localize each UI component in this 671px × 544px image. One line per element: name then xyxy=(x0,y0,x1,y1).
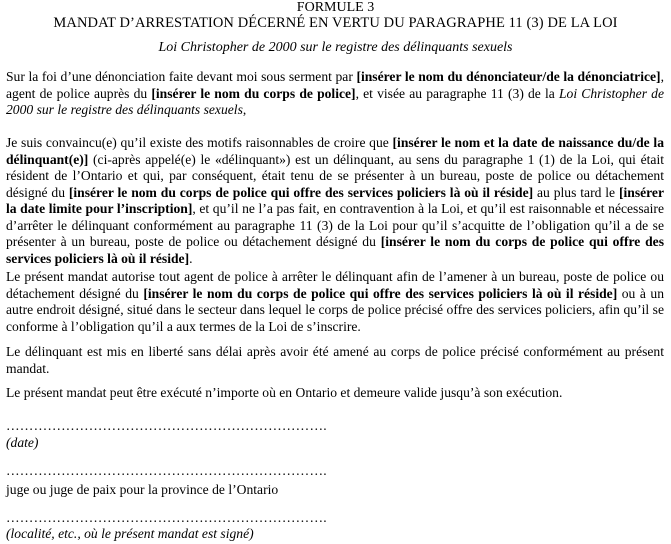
place-label: (localité, etc., où le présent mandat est signé) xyxy=(6,526,254,541)
judge-signature-line: ……………………………………………………………. xyxy=(6,463,327,478)
text: , et qu’il ne l’a pas fait, en contravention à la Loi, et qu’il est raisonnable et nécessaire d’arrêter le délinquant conformément au paragraphe 11 (3) de la Loi pour qu’il s’acquitte de l’obligation qu’il a de se présenter à un bureau, poste de police ou détachement désigné du xyxy=(6,201,664,249)
placeholder-informant-name: [insérer le nom du dénonciateur/de la dénonciatrice] xyxy=(356,69,661,84)
paragraph-information xyxy=(6,69,664,119)
text: , et visée au paragraphe 11 (3) de la xyxy=(355,85,559,101)
act-title: Loi Christopher de 2000 sur le registre des délinquants sexuels xyxy=(6,85,664,117)
placeholder-police-force-residence: [insérer le nom du corps de police qui offre des services policiers là où il réside] xyxy=(68,184,534,200)
judge-label: juge ou juge de paix pour la province de l’Ontario xyxy=(6,482,279,497)
placeholder-police-force-name: [insérer le nom du corps de police] xyxy=(151,85,356,101)
paragraph-execution: Le présent mandat peut être exécuté n’importe où en Ontario et demeure valide jusqu’à son exécution. xyxy=(6,385,563,400)
text: . xyxy=(189,250,193,266)
placeholder-police-force-residence: [insérer le nom du corps de police qui offre des services policiers là où il réside] xyxy=(6,234,664,266)
text: ou à un autre endroit désigné, situé dans le secteur dans lequel le corps de police précisé offre des services policiers, afin qu’il se conforme à l’obligation qu’il a aux termes de la Loi de s’inscrire. xyxy=(6,285,665,334)
placeholder-offender-name-dob: [insérer le nom et la date de naissance du/de la délinquant(e)] xyxy=(6,135,664,167)
text: Sur la foi d’une dénonciation faite devant moi sous serment par xyxy=(6,69,357,84)
paragraph-authorization xyxy=(6,269,664,335)
text: (ci-après appelé(e) le «délinquant») est un délinquant, au sens du paragraphe 1 (1) de la Loi, qui était résident de l’Ontario et qui, par conséquent, était tenu de se présenter à un bureau, poste de police ou détachement désigné du xyxy=(6,151,664,200)
form-number: FORMULE 3 xyxy=(296,0,375,15)
text: au plus tard le xyxy=(533,184,619,200)
text: , agent de police auprès du xyxy=(6,69,664,101)
document-subtitle: Loi Christopher de 2000 sur le registre des délinquants sexuels xyxy=(158,40,513,55)
text: , xyxy=(242,102,247,117)
paragraph-grounds xyxy=(6,135,664,267)
date-signature-line: ……………………………………………………………. xyxy=(6,418,327,433)
placeholder-registration-deadline: [insérer la date limite pour l’inscription] xyxy=(6,184,664,216)
text: Je suis convaincu(e) qu’il existe des motifs raisonnables de croire que xyxy=(6,135,393,150)
paragraph-release: Le délinquant est mis en liberté sans délai après avoir été amené au corps de police précisé conformément au présent mandat. xyxy=(6,344,664,376)
place-signature-line: ……………………………………………………………. xyxy=(6,510,327,525)
placeholder-police-force-residence: [insérer le nom du corps de police qui offre des services policiers là où il réside] xyxy=(143,285,618,301)
date-label: (date) xyxy=(6,435,39,450)
document-title: MANDAT D’ARRESTATION DÉCERNÉ EN VERTU DU PARAGRAPHE 11 (3) DE LA LOI xyxy=(53,15,618,31)
text: Le présent mandat autorise tout agent de police à arrêter le délinquant afin de l’amener à un bureau, poste de police ou détachement désigné du xyxy=(6,269,664,301)
